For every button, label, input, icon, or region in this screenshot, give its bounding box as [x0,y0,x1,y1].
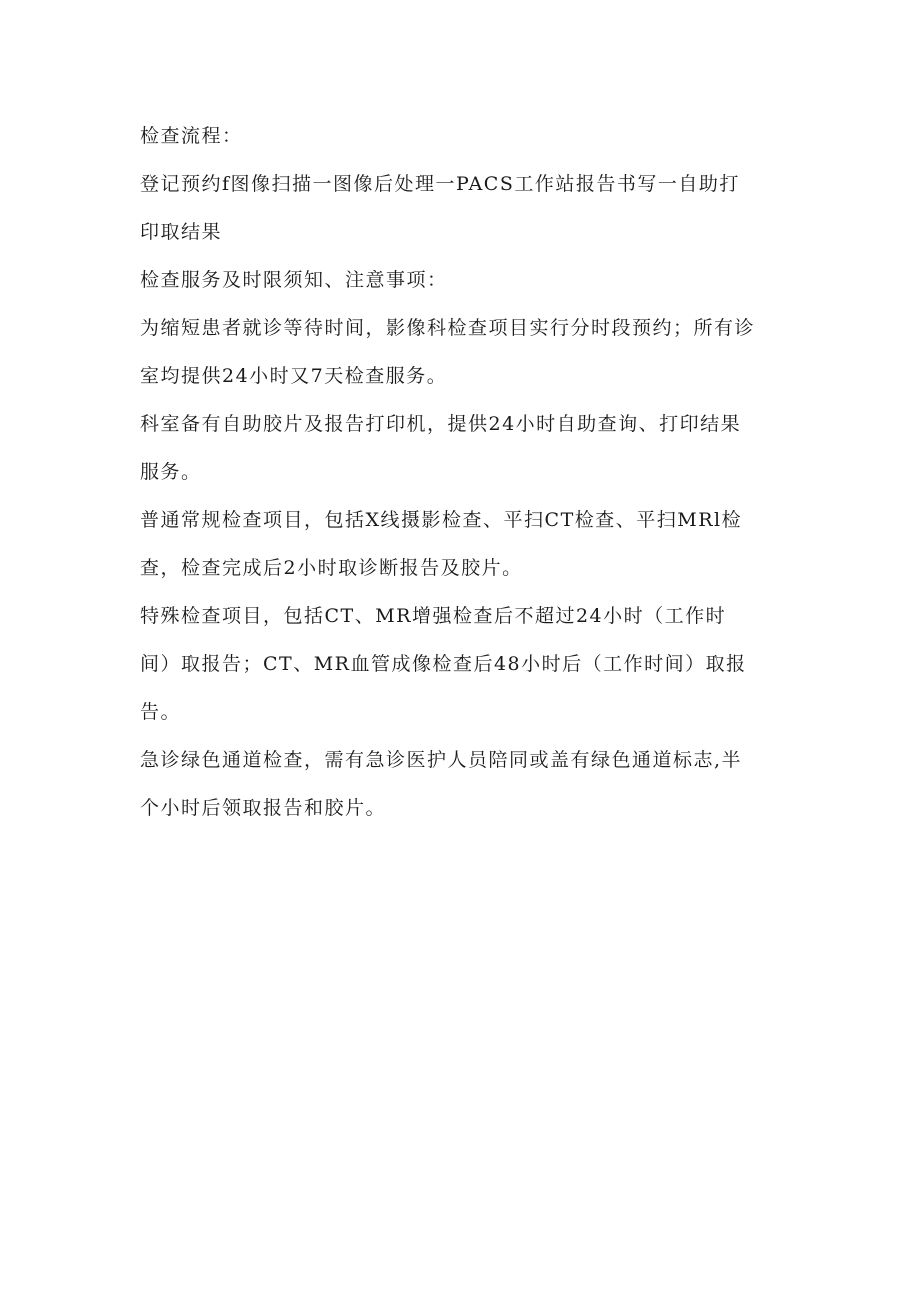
section-heading-process: 检查流程： [140,125,243,147]
section-heading-notice: 检查服务及时限须知、注意事项： [140,269,448,291]
paragraph-special-exam-line-3: 告。 [140,701,182,723]
paragraph-routine-exam-line-1: 普通常规检查项目，包括X线摄影检查、平扫CT检查、平扫MRl检 [140,509,743,531]
paragraph-appointment-line-1: 为缩短患者就诊等待时间，影像科检查项目实行分时段预约；所有诊 [140,317,756,339]
paragraph-self-service-line-1: 科室备有自助胶片及报告打印机，提供24小时自助查询、打印结果 [140,413,742,435]
paragraph-special-exam-line-2: 间）取报告；CT、MR血管成像检查后48小时后（工作时间）取报 [140,653,747,675]
paragraph-self-service-line-2: 服务。 [140,461,202,483]
process-steps-line-1: 登记预约f图像扫描一图像后处理一PACS工作站报告书写一自助打 [140,173,740,195]
paragraph-special-exam-line-1: 特殊检查项目，包括CT、MR增强检查后不超过24小时（工作时 [140,605,727,627]
process-steps-line-2: 印取结果 [140,221,223,243]
paragraph-emergency-line-2: 个小时后领取报告和胶片。 [140,797,387,819]
document-body [140,112,800,832]
paragraph-emergency-line-1: 急诊绿色通道检查，需有急诊医护人员陪同或盖有绿色通道标志,半 [140,749,743,771]
paragraph-appointment-line-2: 室均提供24小时又7天检查服务。 [140,365,448,387]
paragraph-routine-exam-line-2: 查，检查完成后2小时取诊断报告及胶片。 [140,557,523,579]
